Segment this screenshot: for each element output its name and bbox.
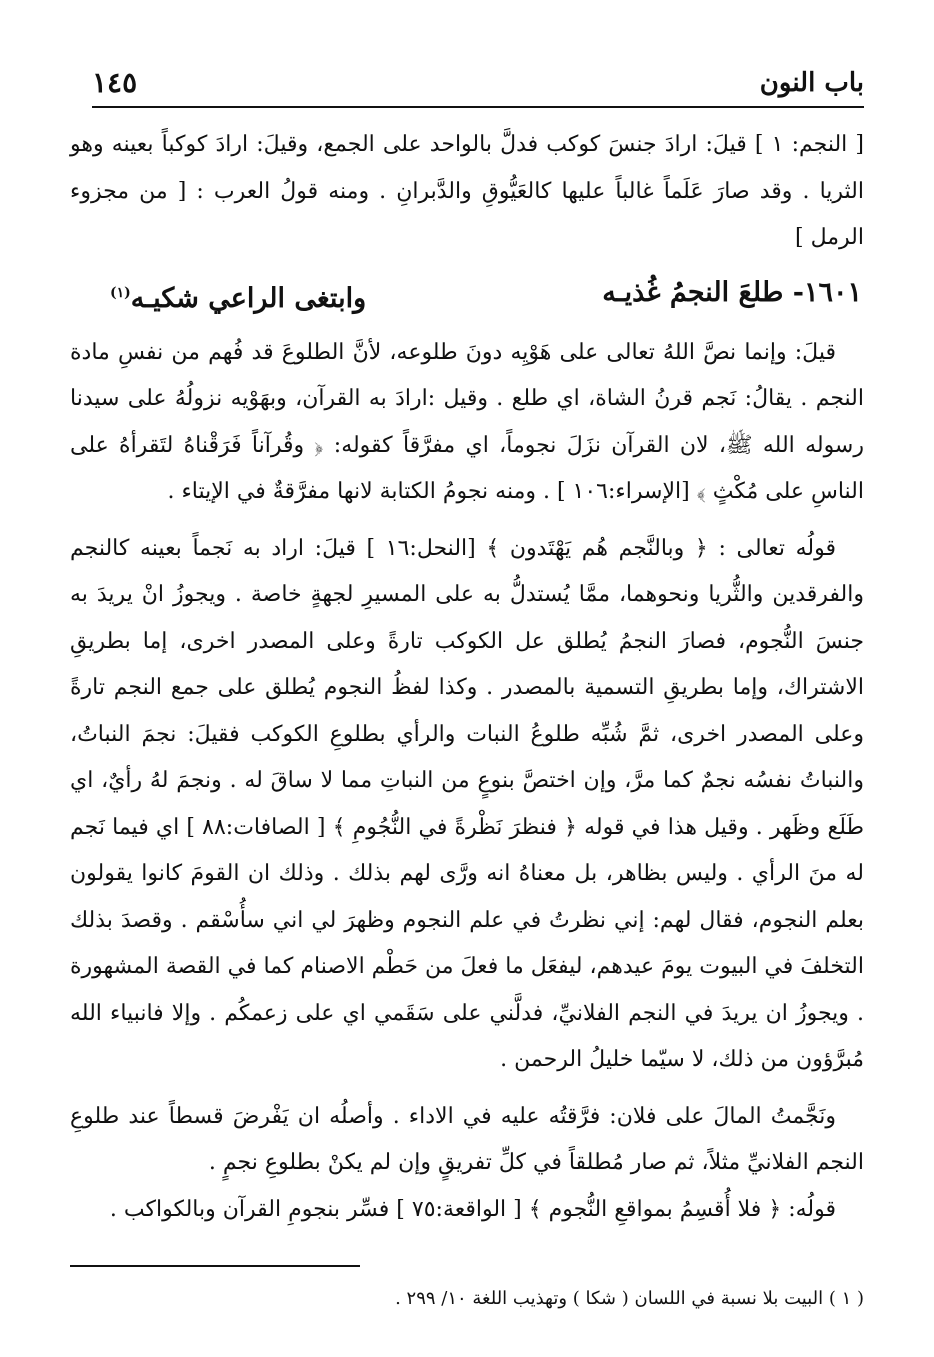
poetry-verse — [70, 268, 864, 324]
page-number: ١٤٥ — [92, 66, 138, 99]
footnote: ( ١ ) البيت بلا نسبة في اللسان ( شكا ) وتهذيب اللغة ١٠/ ٢٩٩ . — [395, 1288, 864, 1309]
page-body — [70, 122, 864, 1233]
paragraph-1: [ النجم: ١ ] قيلَ: ارادَ جنسَ كوكب فدلَّ بالواحد على الجمع، وقيلَ: ارادَ كوكباً بعينه وهو الثريا . وقد صارَ عَلَماً غالباً عليها كالعَيُّوقِ والدَّبرانِ . ومنه قولُ العرب : [ من مجزوء الرمل ] — [70, 132, 865, 250]
verse-number: ١٦٠١- — [792, 276, 862, 308]
paragraph-3: قولُه تعالى : ﴿ وبالنَّجم هُم يَهْتَدون ﴾ [النحل:١٦ ] قيلَ: اراد به نَجماً بعينه كالنجم والفرقدين والثُّريا ونحوهما، ممَّا يُستدلُّ به على المسيرِ لجهةٍ خاصة . ويجوزُ انْ يريدَ به جنسَ النُّجوم، فصارَ النجمُ يُطلق عل الكوكب تارةً وعلى المصدر اخرى، إما بطريقِ الاشتراك، وإما بطريقِ التسمية بالمصدر . وكذا لفظُ النجوم يُطلق على جمع النجم تارةً وعلى المصدر اخرى، ثمَّ شُبِّه طلوعُ النبات والرأي بطلوعِ الكوكب فقيلَ: نجمَ النباتُ، والنباتُ نفسُه نجمٌ كما مرَّ، وإن اختصَّ بنوعٍ من النباتِ مما لا ساقَ له . ونجمَ لهُ رأيٌ، اي طَلَع وظَهر . وقيل هذا في قوله ﴿ فنظرَ نَظْرةً في النُّجُومِ ﴾ [ الصافات:٨٨ ] اي فيما نَجم له منَ الرأي . وليس بظاهر، بل معناهُ انه ورَّى لهم بذلك . وذلك ان القومَ كانوا يقولون بعلم النجوم، فقال لهم: إني نظرتُ في علم النجوم وظهرَ لي اني سأُسْقم . وقصدَ بذلك التخلفَ في البيوت يومَ عيدهم، ليفعَل ما فعلَ من حَطْم الاصنام كما في القصة المشهورة . ويجوزُ ان يريدَ في النجم الفلانيِّ، فدلَّني على سَقَمي اي على زعمكُم . وإلا فانبياء الله مُبرَّؤون من ذلك، لا سيّما خليلُ الرحمن . — [70, 535, 864, 1072]
paragraph-5: قولُه: ﴿ فلا أُقسِمُ بمواقعِ النُّجوم ﴾ [ الواقعة:٧٥ ] فسِّر بنجومِ القرآن وبالكواكب . — [109, 1196, 836, 1222]
footnote-divider — [70, 1265, 360, 1267]
paragraph-4: ونَجَّمتُ المالَ على فلان: فرَّقتُه عليه في الاداء . وأصلُه ان يَفْرضَ قسطاً عند طلوعِ النجم الفلانيِّ مثلاً، ثم صار مُطلقاً في كلِّ تفريقٍ وإن لم يكنْ بطلوعِ نجمٍ . — [70, 1103, 864, 1175]
verse-first-hemistich — [602, 268, 862, 324]
verse-right-text: طلعَ النجمُ غُذيـه — [602, 276, 784, 308]
paragraph-2: قيلَ: وإنما نصَّ اللهُ تعالى على هَوْيِه دونَ طلوعه، لأنَّ الطلوعَ قد فُهم من نفسِ مادة النجم . يقالُ: نَجم قرنُ الشاة، اي طلع . وقيل :ارادَ به القرآن، وبهَوْيه نزولُهُ على سيدنا رسوله الله ﷺ، لان القرآن نزَلَ نجوماً، اي مفرَّقاً كقوله: ﴿ وقُرآناً فَرَقْناهُ لتَقرأهُ على الناسِ على مُكْثٍ ﴾ [الإسراء:١٠٦ ] . ومنه نجومُ الكتابة لانها مفرَّقةٌ في الإيتاء . — [70, 339, 864, 504]
footnote-marker: (١) — [110, 284, 131, 301]
verse-second-hemistich — [110, 268, 366, 324]
chapter-title: باب النون — [759, 68, 864, 98]
page-header — [92, 62, 864, 108]
verse-left-text: وابتغى الراعي شكيـه — [130, 282, 367, 314]
